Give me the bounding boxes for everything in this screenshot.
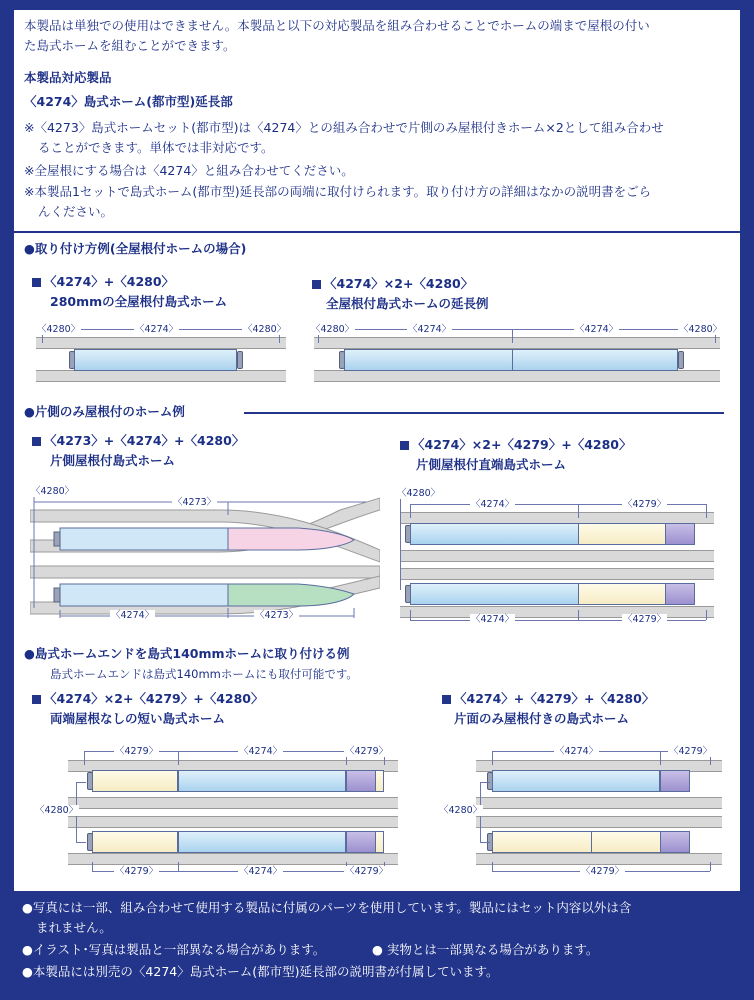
platform-4274-bottom xyxy=(410,583,579,605)
s3-ex1-combo: 〈4274〉×2+〈4279〉+〈4280〉 xyxy=(32,691,264,707)
content-panel xyxy=(14,10,740,891)
s3-ex2-combo: 〈4274〉+〈4279〉+〈4280〉 xyxy=(442,691,654,707)
platform-4274 xyxy=(74,349,237,371)
note-1-line-2: ることができます。単体では非対応です。 xyxy=(38,140,274,155)
s2-ex1-desc: 片側屋根付島式ホーム xyxy=(50,453,176,468)
s2-ex1-label-2: 〈4273〉 xyxy=(173,497,217,508)
s2-ex1-label-3: 〈4274〉 xyxy=(111,610,155,621)
intro-line-1: 本製品は単独での使用はできません。本製品と以下の対応製品を組み合わせることでホームの端まで屋根の付い xyxy=(24,18,650,33)
s1-ex2-label-3: 〈4274〉 xyxy=(575,324,619,335)
s3-ex1-4279-bot-left xyxy=(92,831,178,853)
section2-heading: ●片側のみ屋根付のホーム例 xyxy=(24,404,185,419)
s1-ex1-combo: 〈4274〉+〈4280〉 xyxy=(32,274,174,290)
s1-ex2-label-2: 〈4274〉 xyxy=(408,324,452,335)
s1-ex1-desc: 280mmの全屋根付島式ホーム xyxy=(50,294,228,309)
s3-ex2-4274-top xyxy=(492,770,660,792)
s1-ex1-label-1: 〈4280〉 xyxy=(37,324,81,335)
s3-ex1-label-4: 〈4280〉 xyxy=(35,805,79,816)
s2-ex2-combo: 〈4274〉×2+〈4279〉+〈4280〉 xyxy=(400,437,632,453)
s3-ex2-end-bot xyxy=(660,831,690,853)
footer-line-1: ●写真には一部、組み合わせて使用する製品に付属のパーツを使用しています。製品にはセット内容以外は含 xyxy=(22,900,632,915)
s3-ex1-end-top xyxy=(346,770,376,792)
s2-ex1-combo: 〈4273〉+〈4274〉+〈4280〉 xyxy=(32,433,244,449)
s3-ex2-label-4: 〈4279〉 xyxy=(581,866,625,877)
note-3-line-1: ※本製品1セットで島式ホーム(都市型)延長部の両端に取付けられます。取り付け方の詳細はなかの説明書をごら xyxy=(24,184,652,199)
s3-ex1-label-6: 〈4274〉 xyxy=(239,866,283,877)
s3-ex2-label-3: 〈4280〉 xyxy=(439,805,483,816)
s2-ex2-label-3: 〈4279〉 xyxy=(623,499,667,510)
s2-ex2-label-5: 〈4279〉 xyxy=(623,614,667,625)
compat-product: 〈4274〉島式ホーム(都市型)延長部 xyxy=(24,94,233,109)
platform-4274-top xyxy=(410,523,579,545)
s2-ex2-label-2: 〈4274〉 xyxy=(471,499,515,510)
intro-line-2: た島式ホームを組むことができます。 xyxy=(24,38,236,53)
s3-ex1-4274-top xyxy=(178,770,346,792)
footer-line-4: ●本製品には別売の〈4274〉島式ホーム(都市型)延長部の説明書が付属しています。 xyxy=(22,964,499,979)
s3-ex2-label-2: 〈4279〉 xyxy=(669,746,713,757)
platform-4274-a xyxy=(344,349,513,371)
s2-ex1-label-4: 〈4273〉 xyxy=(255,610,299,621)
note-1-line-1: ※〈4273〉島式ホームセット(都市型)は〈4274〉との組み合わせで片側のみ屋根付きホーム×2として組み合わせ xyxy=(24,120,664,135)
section3-sub: 島式ホームエンドは島式140mmホームにも取付可能です。 xyxy=(50,667,358,681)
s2-ex2-label-4: 〈4274〉 xyxy=(471,614,515,625)
s2-ex1-label-1: 〈4280〉 xyxy=(31,486,75,497)
s3-ex1-label-7: 〈4279〉 xyxy=(345,866,389,877)
note-2: ※全屋根にする場合は〈4274〉と組み合わせてください。 xyxy=(24,163,354,178)
s1-ex2-label-4: 〈4280〉 xyxy=(679,324,723,335)
s3-ex2-4279-bot-a xyxy=(492,831,592,853)
s3-ex1-label-5: 〈4279〉 xyxy=(115,866,159,877)
s3-ex1-label-2: 〈4274〉 xyxy=(239,746,283,757)
s3-ex1-4274-bot xyxy=(178,831,346,853)
platform-end-bottom xyxy=(665,583,695,605)
s1-ex2-desc: 全屋根付島式ホームの延長例 xyxy=(326,296,489,311)
s2-ex2-label-1: 〈4280〉 xyxy=(397,488,441,499)
platform-4279-bottom xyxy=(578,583,666,605)
s3-ex2-label-1: 〈4274〉 xyxy=(555,746,599,757)
platform-4274-b xyxy=(512,349,678,371)
s2-ex2-desc: 片側屋根付直端島式ホーム xyxy=(416,457,567,472)
s1-ex1-label-3: 〈4280〉 xyxy=(243,324,287,335)
section-divider xyxy=(14,231,740,233)
section1-heading: ●取り付け方例(全屋根付ホームの場合) xyxy=(24,241,247,256)
footer-line-3b: ● 実物とは一部異なる場合があります。 xyxy=(372,942,599,957)
s1-ex2-combo: 〈4274〉×2+〈4280〉 xyxy=(312,276,473,292)
s3-ex2-4279-bot-b xyxy=(591,831,661,853)
footer-line-2: まれません。 xyxy=(36,920,112,935)
compat-heading: 本製品対応製品 xyxy=(24,70,112,85)
s3-ex2-end-top xyxy=(660,770,690,792)
note-3-line-2: んください。 xyxy=(38,204,114,219)
s1-ex2-label-1: 〈4280〉 xyxy=(311,324,355,335)
s3-ex1-label-1: 〈4279〉 xyxy=(115,746,159,757)
s3-ex1-label-3: 〈4279〉 xyxy=(345,746,389,757)
platform-end-top xyxy=(665,523,695,545)
s3-ex1-4279-top-left xyxy=(92,770,178,792)
s3-ex1-end-bot xyxy=(346,831,376,853)
platform-4279-top xyxy=(578,523,666,545)
s3-ex2-desc: 片面のみ屋根付きの島式ホーム xyxy=(454,711,630,726)
s3-ex1-desc: 両端屋根なしの短い島式ホーム xyxy=(50,711,226,726)
section2-rule xyxy=(244,412,724,414)
footer-line-3a: ●イラスト･写真は製品と一部異なる場合があります。 xyxy=(22,942,326,957)
section3-heading: ●島式ホームエンドを島式140mmホームに取り付ける例 xyxy=(24,646,350,661)
s1-ex1-label-2: 〈4274〉 xyxy=(135,324,179,335)
